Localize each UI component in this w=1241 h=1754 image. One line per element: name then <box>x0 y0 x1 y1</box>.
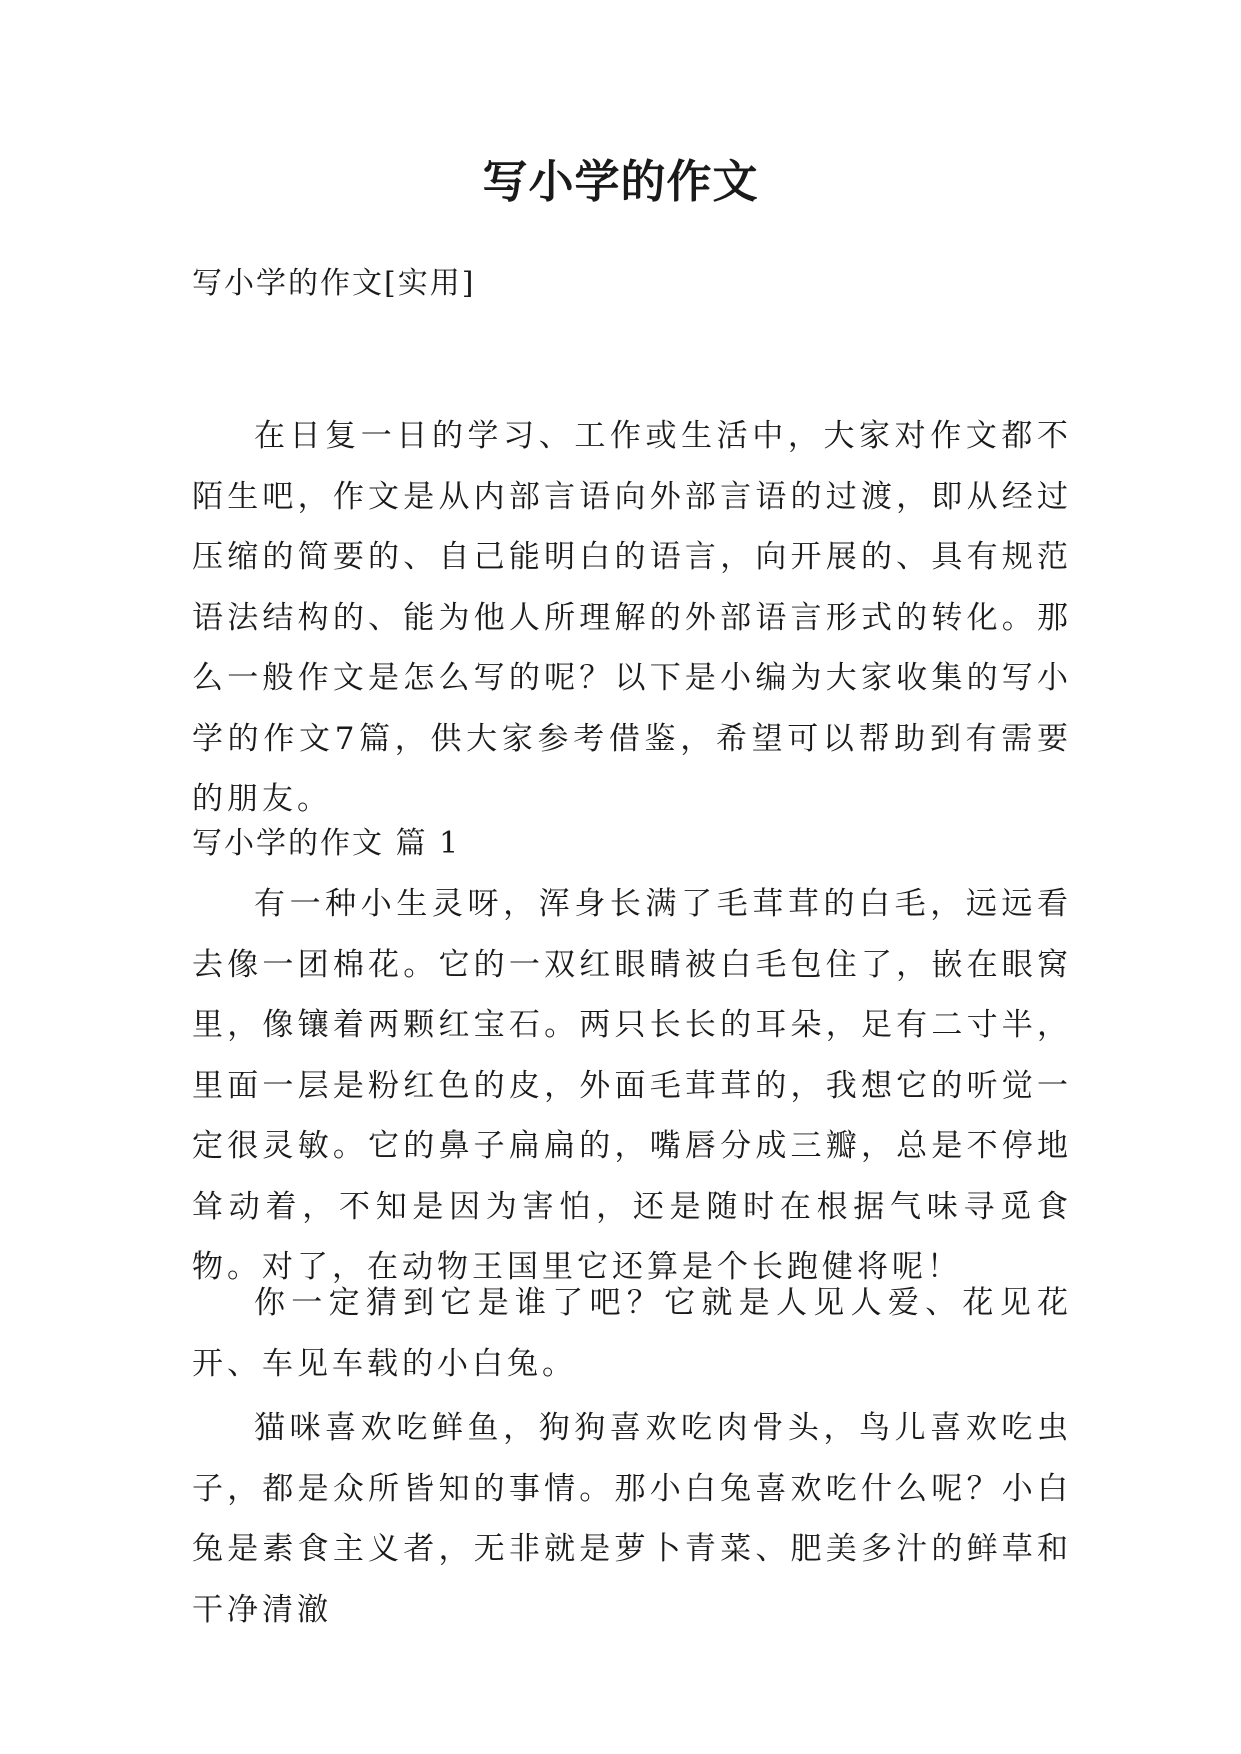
document-subtitle: 写小学的作文[实用] <box>192 266 476 301</box>
body-paragraph: 有一种小生灵呀，浑身长满了毛茸茸的白毛，远远看去像一团棉花。它的一双红眼睛被白毛包住了，嵌在眼窝里，像镶着两颗红宝石。两只长长的耳朵，足有二寸半，里面一层是粉红色的皮，外面毛茸茸的，我想它的听觉一定很灵敏。它的鼻子扁扁的，嘴唇分成三瓣，总是不停地耸动着，不知是因为害怕，还是随时在根据气味寻觅食物。对了，在动物王国里它还算是个长跑健将呢！ <box>192 886 1072 1285</box>
body-paragraph: 猫咪喜欢吃鲜鱼，狗狗喜欢吃肉骨头，鸟儿喜欢吃虫子，都是众所皆知的事情。那小白兔喜欢吃什么呢？小白兔是素食主义者，无非就是萝卜青菜、肥美多汁的鲜草和干净清澈 <box>192 1410 1072 1628</box>
document-title: 写小学的作文 <box>482 155 759 208</box>
intro-paragraph: 在日复一日的学习、工作或生活中，大家对作文都不陌生吧，作文是从内部言语向外部言语的过渡，即从经过压缩的简要的、自己能明白的语言，向开展的、具有规范语法结构的、能为他人所理解的外部语言形式的转化。那么一般作文是怎么写的呢？以下是小编为大家收集的写小学的作文7篇，供大家参考借鉴，希望可以帮助到有需要的朋友。 <box>192 418 1072 817</box>
section-heading: 写小学的作文 篇 1 <box>192 826 461 861</box>
body-paragraph: 你一定猜到它是谁了吧？它就是人见人爱、花见花开、车见车载的小白兔。 <box>192 1285 1072 1382</box>
